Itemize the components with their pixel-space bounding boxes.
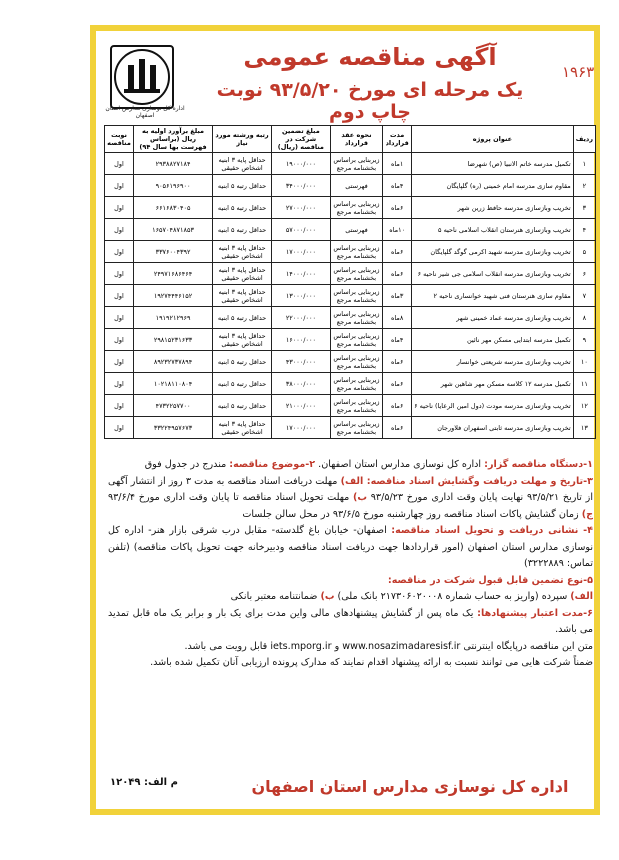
section-7: متن این مناقصه درپایگاه اینترنتی www.nosazimadaresisf.ir و iets.mporg.ir قابل رویت می باشد. <box>184 640 593 652</box>
cell-project: تکمیل مدرسه خاتم الانبیا (ص) شهرضا <box>412 153 574 175</box>
cell-row-number: ۳ <box>573 197 595 219</box>
cell-round: اول <box>105 395 134 417</box>
cell-rank: حداقل رتبه ۵ ابنیه <box>213 175 272 197</box>
cell-contract-type: زیربنایی براساس بخشنامه مرجع <box>330 395 383 417</box>
cell-guarantee: ۵۷۰۰۰/۰۰۰ <box>272 219 331 241</box>
cell-guarantee: ۱۷۰۰۰/۰۰۰ <box>272 417 331 439</box>
cell-duration: ۳ماه <box>383 285 412 307</box>
cell-row-number: ۲ <box>573 175 595 197</box>
ad-code: م الف: ۱۲۰۴۹ <box>110 777 178 788</box>
cell-guarantee: ۳۴۰۰۰/۰۰۰ <box>272 175 331 197</box>
section-text: اصفهان- خیابان باغ گلدسته- مقابل درب شرقی بازار هنر- اداره کل نوسازی مدارس استان اصفهان (امور قراردادها جهت دریافت اسناد مناقصه ودبیرخانه جهت تحویل پاکات مناقصه) (تلفن تماس: ۳۲۲۲۸۸۹) <box>108 525 593 569</box>
cell-round: اول <box>105 285 134 307</box>
table-row <box>105 153 596 175</box>
cell-round: اول <box>105 175 134 197</box>
section-text: مندرج در جدول فوق <box>144 459 230 470</box>
cell-round: اول <box>105 241 134 263</box>
cell-duration: ۶ماه <box>383 197 412 219</box>
section-text: زمان گشایش پاکات اسناد مناقصه روز چهارشنبه مورخ ۹۳/۶/۵ در محل سالن جلسات <box>242 508 582 520</box>
section-text: سپرده (واریز به حساب شماره ۲۱۷۳۰۶۰۲۰۰۰۸ بانک ملی) <box>334 591 571 602</box>
logo-caption: اداره کل نوسازی مدارس استان اصفهان <box>105 105 185 119</box>
cell-estimate: ۳۳۲۲۴۹۵۷۶۷۳ <box>134 417 213 439</box>
section-text: مهلت تحویل اسناد مناقصه تا پایان وقت اداری مورخ ۹۳/۶/۴ <box>108 492 354 503</box>
col-header-row-number: ردیف <box>573 126 595 153</box>
cell-guarantee: ۱۶۰۰۰/۰۰۰ <box>272 329 331 351</box>
cell-estimate: ۱۰۲۱۸۱۱۰۸۰۴ <box>134 373 213 395</box>
section-1-2 <box>108 457 593 474</box>
cell-round: اول <box>105 351 134 373</box>
cell-project: مقاوم سازی هنرستان فنی شهید خوانساری ناحیه ۲ <box>412 285 574 307</box>
cell-estimate: ۱۹۱۹۲۱۲۹۶۹ <box>134 307 213 329</box>
cell-round: اول <box>105 197 134 219</box>
cell-contract-type: زیربنایی براساس بخشنامه مرجع <box>330 263 383 285</box>
cell-duration: ۴ماه <box>383 329 412 351</box>
table-row <box>105 241 596 263</box>
cell-contract-type: فهرستی <box>330 219 383 241</box>
footer-organization: اداره کل نوسازی مدارس استان اصفهان <box>251 777 569 796</box>
table-row <box>105 197 596 219</box>
cell-rank: حداقل رتبه ۵ ابنیه <box>213 351 272 373</box>
cell-rank: حداقل پایه ۳ ابنیه اشخاص حقیقی <box>213 329 272 351</box>
cell-guarantee: ۲۱۰۰۰/۰۰۰ <box>272 395 331 417</box>
col-header-project: عنوان پروژه <box>412 126 574 153</box>
cell-contract-type: زیربنایی براساس بخشنامه مرجع <box>330 307 383 329</box>
cell-project: تخریب وبازسازی مدرسه ثابتی اسفهران فلاورجان <box>412 417 574 439</box>
section-label: ۳-تاریخ و مهلت دریافت وگشایش اسناد مناقصه: <box>366 475 593 487</box>
cell-duration: ۱۰ماه <box>383 219 412 241</box>
col-header-round: نوبت مناقصه <box>105 126 134 153</box>
section-text: ضمانتنامه معتبر بانکی <box>230 591 321 602</box>
cell-contract-type: زیربنایی براساس بخشنامه مرجع <box>330 417 383 439</box>
section-label: ۵-نوع تضمین قابل قبول شرکت در مناقصه: <box>387 574 593 586</box>
cell-project: تکمیل مدرسه ابتدایی مسکن مهر نائین <box>412 329 574 351</box>
cell-guarantee: ۱۹۰۰۰/۰۰۰ <box>272 153 331 175</box>
cell-estimate: ۲۹۳۸۸۲۷۱۸۴ <box>134 153 213 175</box>
cell-row-number: ۶ <box>573 263 595 285</box>
section-label: ۲-موضوع مناقصه: <box>229 459 316 470</box>
cell-row-number: ۷ <box>573 285 595 307</box>
cell-estimate: ۱۹۲۷۴۴۴۶۱۵۲ <box>134 285 213 307</box>
cell-row-number: ۸ <box>573 307 595 329</box>
cell-rank: حداقل رتبه ۵ ابنیه <box>213 197 272 219</box>
cell-round: اول <box>105 329 134 351</box>
cell-rank: حداقل رتبه ۵ ابنیه <box>213 373 272 395</box>
section-sub-label: ج) <box>581 508 593 520</box>
cell-estimate: ۲۴۹۷۱۶۸۶۴۶۴ <box>134 263 213 285</box>
cell-row-number: ۱۲ <box>573 395 595 417</box>
table-row <box>105 307 596 329</box>
cell-project: تخریب وبازسازی هنرستان انقلاب اسلامی ناحیه ۵ <box>412 219 574 241</box>
cell-project: تکمیل مدرسه ۱۲ کلاسه مسکن مهر شاهین شهر <box>412 373 574 395</box>
table-row <box>105 417 596 439</box>
cell-project: تخریب وبازسازی مدرسه انقلاب اسلامی جی شیر ناحیه ۶ <box>412 263 574 285</box>
cell-row-number: ۱۳ <box>573 417 595 439</box>
cell-rank: حداقل پایه ۳ ابنیه اشخاص حقیقی <box>213 153 272 175</box>
cell-project: تخریب وبازسازی مدرسه حافظ زرین شهر <box>412 197 574 219</box>
section-5-options <box>108 589 593 606</box>
cell-contract-type: زیربنایی براساس بخشنامه مرجع <box>330 241 383 263</box>
cell-rank: حداقل رتبه ۵ ابنیه <box>213 219 272 241</box>
cell-contract-type: زیربنایی براساس بخشنامه مرجع <box>330 285 383 307</box>
cell-round: اول <box>105 417 134 439</box>
cell-guarantee: ۲۲۰۰۰/۰۰۰ <box>272 307 331 329</box>
section-text: مهلت دریافت اسناد مناقصه به مدت ۳ روز از انتشار آگهی از تاریخ ۹۳/۵/۲۱ نهایت پایان وقت اداری مورخ ۹۳/۵/۲۳ <box>108 475 593 503</box>
cell-rank: حداقل پایه ۳ ابنیه اشخاص حقیقی <box>213 417 272 439</box>
cell-duration: ۱ماه <box>383 153 412 175</box>
section-6 <box>108 606 593 639</box>
cell-estimate: ۶۶۱۶۸۳۰۴۰۵ <box>134 197 213 219</box>
table-row <box>105 219 596 241</box>
cell-round: اول <box>105 373 134 395</box>
table-row <box>105 373 596 395</box>
cell-round: اول <box>105 219 134 241</box>
cell-contract-type: زیربنایی براساس بخشنامه مرجع <box>330 351 383 373</box>
table-row <box>105 329 596 351</box>
cell-project: تخریب وبازسازی مدرسه شهید اکرمی گوگد گلپایگان <box>412 241 574 263</box>
cell-estimate: ۲۹۸۱۵۲۳۱۶۳۳ <box>134 329 213 351</box>
cell-guarantee: ۳۸۰۰۰/۰۰۰ <box>272 373 331 395</box>
col-header-guarantee: مبلغ تضمین شرکت در مناقصه (ریال) <box>272 126 331 153</box>
cell-row-number: ۱ <box>573 153 595 175</box>
cell-estimate: ۱۶۵۷۰۴۸۷۱۸۵۳ <box>134 219 213 241</box>
cell-duration: ۶ماه <box>383 241 412 263</box>
cell-guarantee: ۲۷۰۰۰/۰۰۰ <box>272 197 331 219</box>
cell-round: اول <box>105 263 134 285</box>
cell-contract-type: زیربنایی براساس بخشنامه مرجع <box>330 197 383 219</box>
col-header-duration: مدت قرارداد <box>383 126 412 153</box>
cell-rank: حداقل رتبه ۵ ابنیه <box>213 307 272 329</box>
page-title: آگهی مناقصه عمومی <box>243 43 497 71</box>
ad-body <box>108 457 593 672</box>
cell-duration: ۶ماه <box>383 395 412 417</box>
section-sub-label: الف) <box>570 591 593 602</box>
section-5 <box>108 573 593 590</box>
cell-duration: ۶ماه <box>383 351 412 373</box>
tender-table <box>104 125 596 439</box>
cell-rank: حداقل پایه ۳ ابنیه اشخاص حقیقی <box>213 285 272 307</box>
cell-guarantee: ۱۷۰۰۰/۰۰۰ <box>272 241 331 263</box>
table-row <box>105 395 596 417</box>
cell-rank: حداقل رتبه ۵ ابنیه <box>213 395 272 417</box>
cell-round: اول <box>105 307 134 329</box>
table-header-row <box>105 126 596 153</box>
section-3 <box>108 474 593 524</box>
cell-contract-type: زیربنایی براساس بخشنامه مرجع <box>330 373 383 395</box>
col-header-rank: رتبه ورشته مورد نیاز <box>213 126 272 153</box>
cell-rank: حداقل پایه ۳ ابنیه اشخاص حقیقی <box>213 241 272 263</box>
cell-row-number: ۹ <box>573 329 595 351</box>
table-row <box>105 175 596 197</box>
cell-contract-type: فهرستی <box>330 175 383 197</box>
section-text: یک ماه پس از گشایش پیشنهادهای مالی واین مدت برای یک بار و برابر یک ماه قابل تمدید می باشد. <box>108 607 593 635</box>
cell-project: تخریب وبازسازی مدرسه شریعتی خوانسار <box>412 351 574 373</box>
cell-rank: حداقل پایه ۳ ابنیه اشخاص حقیقی <box>213 263 272 285</box>
section-sub-label: ب) <box>320 591 335 602</box>
cell-estimate: ۴۷۳۲۲۵۷۷۰۰ <box>134 395 213 417</box>
section-4 <box>108 523 593 573</box>
cell-row-number: ۵ <box>573 241 595 263</box>
page-subtitle: یک مرحله ای مورخ ۹۳/۵/۲۰ نوبت چاپ دوم <box>216 79 524 123</box>
cell-row-number: ۱۱ <box>573 373 595 395</box>
table-row <box>105 285 596 307</box>
col-header-contract-type: نحوه عقد قرارداد <box>330 126 383 153</box>
cell-project: مقاوم سازی مدرسه امام خمینی (ره) گلپایگان <box>412 175 574 197</box>
cell-duration: ۴ماه <box>383 175 412 197</box>
section-sub-label: الف) <box>340 475 367 487</box>
table-row <box>105 351 596 373</box>
ad-frame <box>90 25 600 815</box>
cell-duration: ۶ماه <box>383 263 412 285</box>
cell-estimate: ۸۹۲۳۲۷۳۷۸۹۴ <box>134 351 213 373</box>
col-header-estimate: مبلغ برآورد اولیه به ریال (براساس فهرست بها سال ۹۴) <box>134 126 213 153</box>
cell-project: تخریب وبازسازی مدرسه عماد خمینی شهر <box>412 307 574 329</box>
section-text: اداره کل نوسازی مدارس استان اصفهان. <box>315 459 485 470</box>
cell-duration: ۸ماه <box>383 307 412 329</box>
cell-row-number: ۱۰ <box>573 351 595 373</box>
cell-estimate: ۳۳۷۶۰۰۴۳۹۲ <box>134 241 213 263</box>
cell-round: اول <box>105 153 134 175</box>
cell-guarantee: ۱۳۰۰۰/۰۰۰ <box>272 285 331 307</box>
cell-duration: ۶ماه <box>383 417 412 439</box>
section-label: ۶-مدت اعتبار پیشنهادها: <box>477 607 593 619</box>
table-row <box>105 263 596 285</box>
cell-guarantee: ۴۳۰۰۰/۰۰۰ <box>272 351 331 373</box>
cell-row-number: ۴ <box>573 219 595 241</box>
section-label: ۱-دستگاه مناقصه گزار: <box>484 459 593 470</box>
section-sub-label: ب) <box>353 492 368 503</box>
logo-icon <box>110 45 174 109</box>
cell-contract-type: زیربنایی براساس بخشنامه مرجع <box>330 329 383 351</box>
ref-number: ۱۹۶۳ <box>562 63 595 81</box>
cell-project: تخریب وبازسازی مدرسه مودت (دول امین الرعایا) ناحیه ۶ <box>412 395 574 417</box>
cell-guarantee: ۱۴۰۰۰/۰۰۰ <box>272 263 331 285</box>
cell-estimate: ۹۰۵۶۱۹۶۹۰۰ <box>134 175 213 197</box>
cell-duration: ۶ماه <box>383 373 412 395</box>
section-8: ضمناً شرکت هایی می توانند نسبت به ارائه پیشنهاد اقدام نمایند که مدارک پرونده ارزیابی آنان تکمیل شده باشد. <box>150 657 593 668</box>
section-label: ۴- نشانی دریافت و تحویل اسناد مناقصه: <box>391 525 593 536</box>
cell-contract-type: زیربنایی براساس بخشنامه مرجع <box>330 153 383 175</box>
